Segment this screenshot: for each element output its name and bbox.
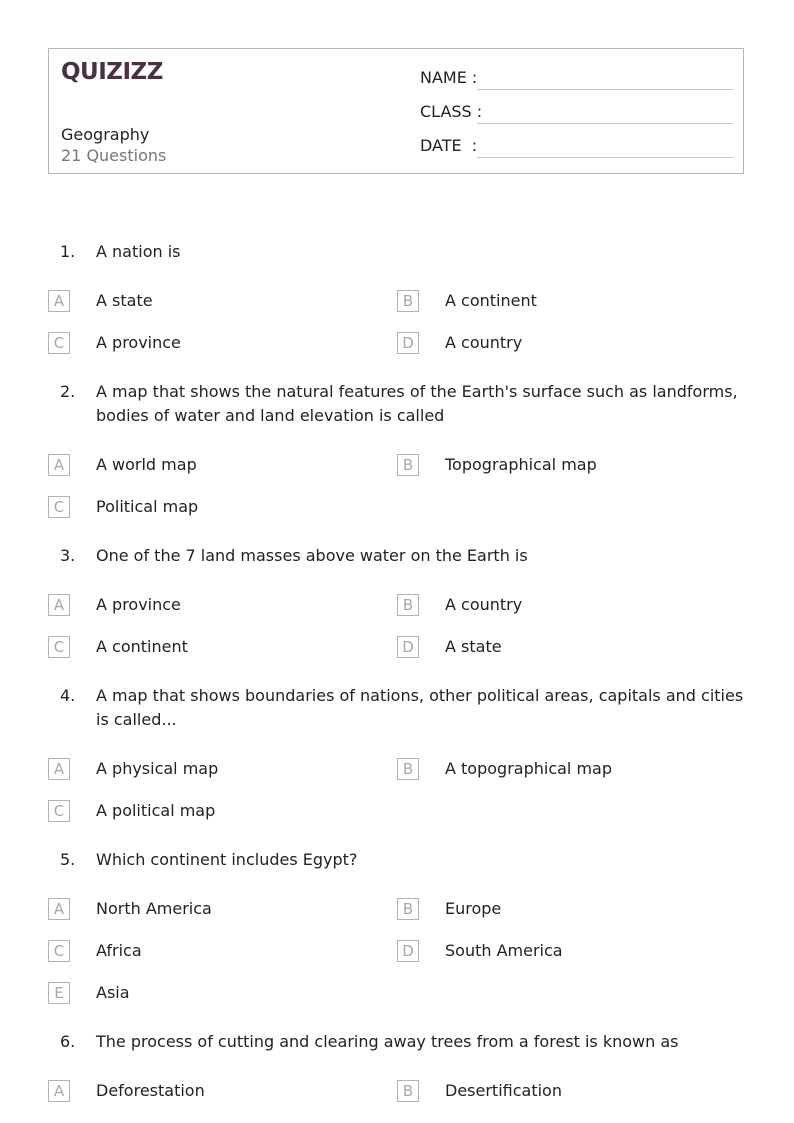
option-letter-box: A bbox=[48, 290, 70, 312]
name-line[interactable] bbox=[477, 89, 733, 90]
option-letter-box: A bbox=[48, 454, 70, 476]
option-text: Topographical map bbox=[445, 455, 597, 474]
option-text: North America bbox=[96, 899, 212, 918]
option-letter-box: B bbox=[397, 594, 419, 616]
question-number: 3. bbox=[60, 546, 76, 565]
option-letter-box: A bbox=[48, 758, 70, 780]
date-label: DATE : bbox=[420, 136, 478, 155]
option-text: Deforestation bbox=[96, 1081, 205, 1100]
option-text: A country bbox=[445, 333, 523, 352]
option-letter-box: B bbox=[397, 290, 419, 312]
option-text: A political map bbox=[96, 801, 216, 820]
question-text: A nation is bbox=[96, 242, 181, 261]
subject-title: Geography bbox=[61, 125, 150, 144]
option-letter-box: A bbox=[48, 594, 70, 616]
option-text: A state bbox=[445, 637, 502, 656]
question-number: 6. bbox=[60, 1032, 76, 1051]
question-number: 4. bbox=[60, 686, 76, 705]
option-text: Political map bbox=[96, 497, 199, 516]
question-text: A map that shows boundaries of nations, other political areas, capitals and cities is called... bbox=[96, 686, 744, 729]
option-text: A state bbox=[96, 291, 153, 310]
class-label: CLASS : bbox=[420, 102, 483, 121]
option-letter-box: B bbox=[397, 454, 419, 476]
option-text: Europe bbox=[445, 899, 502, 918]
option-letter-box: D bbox=[397, 636, 419, 658]
option-text: Asia bbox=[96, 983, 130, 1002]
option-text: A province bbox=[96, 595, 181, 614]
option-letter-box: B bbox=[397, 758, 419, 780]
name-label: NAME : bbox=[420, 68, 478, 87]
option-text: A topographical map bbox=[445, 759, 612, 778]
name-field[interactable] bbox=[420, 68, 733, 92]
option-letter-box: C bbox=[48, 636, 70, 658]
question-count: 21 Questions bbox=[61, 146, 167, 165]
option-text: A province bbox=[96, 333, 181, 352]
option-text: A world map bbox=[96, 455, 197, 474]
option-letter-box: C bbox=[48, 496, 70, 518]
question-text: One of the 7 land masses above water on the Earth is bbox=[96, 546, 528, 565]
option-letter-box: C bbox=[48, 940, 70, 962]
option-text: South America bbox=[445, 941, 563, 960]
option-text: Africa bbox=[96, 941, 142, 960]
class-field[interactable] bbox=[420, 102, 733, 126]
option-letter-box: B bbox=[397, 898, 419, 920]
question-number: 2. bbox=[60, 382, 76, 401]
option-text: A country bbox=[445, 595, 523, 614]
class-line[interactable] bbox=[477, 123, 733, 124]
question-text: A map that shows the natural features of the Earth's surface such as landforms, bodies of water and land elevation is called bbox=[96, 382, 738, 425]
option-letter-box: E bbox=[48, 982, 70, 1004]
option-letter-box: C bbox=[48, 800, 70, 822]
option-text: A physical map bbox=[96, 759, 219, 778]
question-number: 5. bbox=[60, 850, 76, 869]
option-text: A continent bbox=[96, 637, 188, 656]
option-text: Desertification bbox=[445, 1081, 562, 1100]
question-text: Which continent includes Egypt? bbox=[96, 850, 358, 869]
option-letter-box: D bbox=[397, 332, 419, 354]
option-letter-box: A bbox=[48, 1080, 70, 1102]
date-field[interactable] bbox=[420, 136, 733, 160]
option-text: A continent bbox=[445, 291, 537, 310]
option-letter-box: A bbox=[48, 898, 70, 920]
question-number: 1. bbox=[60, 242, 76, 261]
quizizz-logo: QUIZIZZ bbox=[61, 59, 163, 85]
option-letter-box: B bbox=[397, 1080, 419, 1102]
date-line[interactable] bbox=[477, 157, 733, 158]
question-text: The process of cutting and clearing away trees from a forest is known as bbox=[96, 1032, 679, 1051]
option-letter-box: C bbox=[48, 332, 70, 354]
option-letter-box: D bbox=[397, 940, 419, 962]
worksheet-header bbox=[48, 48, 744, 174]
